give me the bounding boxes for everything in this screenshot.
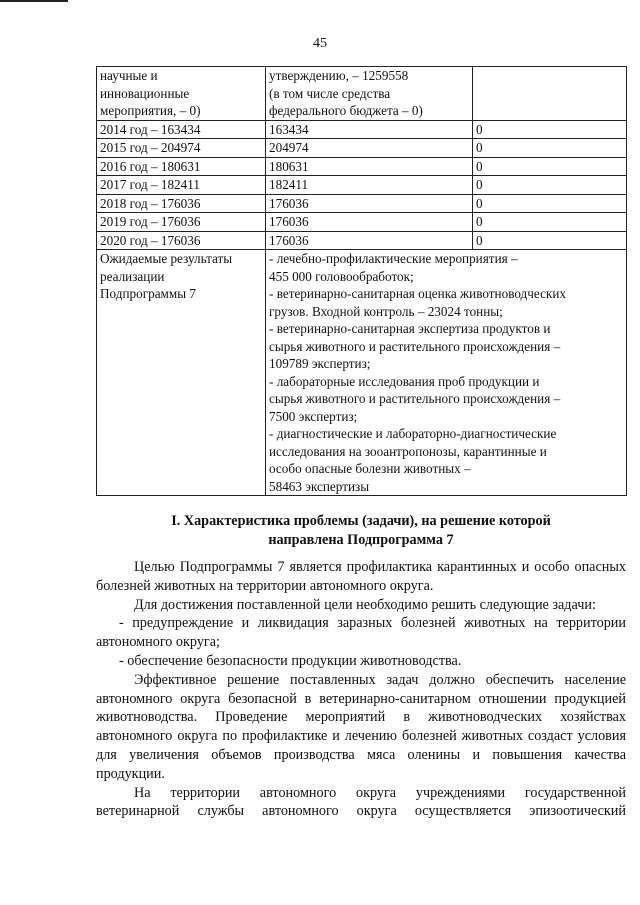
cell-line: 109789 экспертиз; xyxy=(269,356,371,371)
year-value-cell: 176036 xyxy=(266,213,473,232)
results-text-cell xyxy=(266,250,627,496)
section-body xyxy=(96,558,626,821)
cell-line: грузов. Входной контроль – 23024 тонны; xyxy=(269,303,503,319)
table-cell xyxy=(266,67,473,121)
table-row xyxy=(97,250,627,496)
cell-line: 455 000 головообработок; xyxy=(269,268,414,284)
year-value-cell: 182411 xyxy=(266,176,473,195)
table-row xyxy=(97,231,627,250)
page-number: 45 xyxy=(313,36,327,51)
year-federal-cell: 0 xyxy=(473,176,627,195)
cell-line: Ожидаемые результаты xyxy=(100,251,233,266)
table-cell xyxy=(97,67,266,121)
heading-line: направлена Подпрограмма 7 xyxy=(268,532,454,548)
paragraph: Целью Подпрограммы 7 является профилактика карантинных и особо опасных болезней животных на территории автономного округа. xyxy=(96,559,626,594)
table-row xyxy=(97,120,627,139)
section-heading xyxy=(96,512,626,550)
paragraph: Эффективное решение поставленных задач должно обеспечить население автономного округа безопасной в ветеринарно-санитарном отношении продукцией животноводства. Проведение мероприятий в животноводческих хозяйствах автономного округа по профилактике и лечению болезней животных создаст условия для увеличения объемов производства мяса оленины и повышения качества продукции. xyxy=(96,671,626,782)
year-federal-cell: 0 xyxy=(473,120,627,139)
cell-line: утверждению, – 1259558 xyxy=(269,68,409,83)
cell-line: мероприятия, – 0) xyxy=(100,103,201,118)
year-value-cell: 176036 xyxy=(266,231,473,250)
year-label-cell: 2016 год – 180631 xyxy=(97,157,266,176)
cell-line: реализации xyxy=(100,268,165,284)
year-label-cell: 2014 год – 163434 xyxy=(97,120,266,139)
heading-line: I. Характеристика проблемы (задачи), на решение которой xyxy=(171,513,551,529)
cell-line: - лечебно-профилактические мероприятия – xyxy=(269,251,518,266)
cell-line: Подпрограммы 7 xyxy=(100,286,196,301)
year-label-cell: 2020 год – 176036 xyxy=(97,231,266,250)
cell-line: (в том числе средства xyxy=(269,85,391,101)
top-rule xyxy=(0,0,68,2)
funding-table xyxy=(96,66,627,496)
table-row xyxy=(97,176,627,195)
year-value-cell: 163434 xyxy=(266,120,473,139)
table-row xyxy=(97,213,627,232)
year-value-cell: 204974 xyxy=(266,139,473,158)
cell-line: федерального бюджета – 0) xyxy=(269,103,423,118)
paragraph: На территории автономного округа учреждениями государственной ветеринарной службы автономного округа осуществляется эпизоотический xyxy=(96,784,626,820)
year-federal-cell: 0 xyxy=(473,231,627,250)
year-federal-cell: 0 xyxy=(473,213,627,232)
year-label-cell: 2017 год – 182411 xyxy=(97,176,266,195)
year-label-cell: 2018 год – 176036 xyxy=(97,194,266,213)
year-federal-cell: 0 xyxy=(473,194,627,213)
table-row xyxy=(97,67,627,121)
cell-line: - ветеринарно-санитарная экспертиза продуктов и xyxy=(269,321,551,336)
year-label-cell: 2015 год – 204974 xyxy=(97,139,266,158)
paragraph: Для достижения поставленной цели необходимо решить следующие задачи: xyxy=(134,596,596,613)
cell-line: исследования на зооантропонозы, карантинные и xyxy=(269,443,547,459)
table-row xyxy=(97,139,627,158)
year-value-cell: 176036 xyxy=(266,194,473,213)
cell-line: сырья животного и растительного происхождения – xyxy=(269,391,561,406)
table-row xyxy=(97,194,627,213)
table-cell xyxy=(473,67,627,121)
table-row xyxy=(97,157,627,176)
cell-line: - диагностические и лабораторно-диагностические xyxy=(269,426,557,441)
results-label-cell xyxy=(97,250,266,496)
cell-line: научные и xyxy=(100,68,158,83)
cell-line: - лабораторные исследования проб продукции и xyxy=(269,373,540,389)
cell-line: - ветеринарно-санитарная оценка животноводческих xyxy=(269,286,566,301)
bullet-paragraph: - обеспечение безопасности продукции животноводства. xyxy=(119,652,462,669)
year-value-cell: 180631 xyxy=(266,157,473,176)
year-federal-cell: 0 xyxy=(473,139,627,158)
cell-line: особо опасные болезни животных – xyxy=(269,461,471,476)
year-label-cell: 2019 год – 176036 xyxy=(97,213,266,232)
cell-line: инновационные xyxy=(100,85,190,101)
bullet-paragraph: - предупреждение и ликвидация заразных болезней животных на территории автономного округа; xyxy=(96,615,626,651)
cell-line: 58463 экспертизы xyxy=(269,478,370,494)
year-federal-cell: 0 xyxy=(473,157,627,176)
cell-line: 7500 экспертиз; xyxy=(269,408,358,424)
cell-line: сырья животного и растительного происхождения – xyxy=(269,338,561,354)
